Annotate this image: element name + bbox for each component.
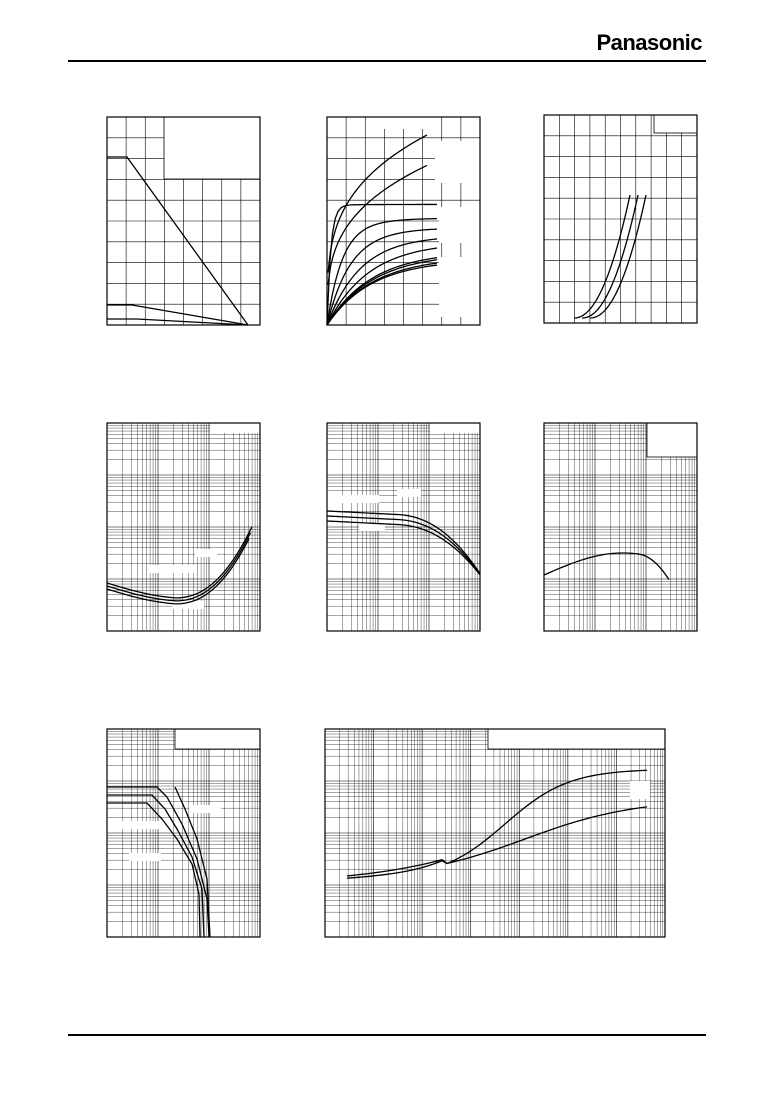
series-line-1: [347, 770, 647, 878]
series-line-9: [327, 265, 437, 325]
series-line-5: [327, 248, 437, 325]
legend-box: [129, 853, 161, 861]
chart-6: [544, 423, 697, 631]
legend-box: [439, 257, 480, 317]
series-line-2: [107, 305, 248, 325]
legend-box: [189, 805, 221, 813]
legend-box: [488, 729, 665, 749]
legend-box: [439, 207, 480, 243]
legend-box: [654, 115, 697, 133]
chart-5: [327, 423, 480, 631]
legend-box: [430, 423, 480, 433]
legend-box: [379, 117, 437, 129]
chart-1: [107, 117, 260, 325]
chart-8: [325, 729, 665, 937]
series-line-2: [327, 219, 437, 325]
series-line-3: [590, 195, 646, 318]
legend-box: [630, 781, 650, 799]
legend-box: [195, 549, 217, 557]
legend-box: [164, 117, 260, 179]
chart-3: [544, 115, 697, 323]
chart-2: [327, 117, 480, 325]
series-line-7: [327, 260, 437, 325]
header-rule: [68, 60, 706, 62]
chart-4: [107, 423, 260, 631]
series-line-1: [544, 553, 669, 580]
footer-rule: [68, 1034, 706, 1036]
legend-box: [175, 729, 260, 749]
legend-box: [397, 489, 421, 497]
legend-box: [210, 423, 260, 433]
legend-box: [435, 141, 480, 183]
legend-box: [647, 423, 697, 457]
series-line-1: [107, 157, 248, 325]
series-line-4: [327, 239, 437, 325]
legend-box: [327, 495, 379, 503]
legend-box: [107, 771, 121, 779]
legend-box: [147, 565, 197, 573]
brand-logo: Panasonic: [596, 30, 702, 55]
legend-box: [121, 821, 165, 829]
chart-7: [107, 729, 260, 937]
